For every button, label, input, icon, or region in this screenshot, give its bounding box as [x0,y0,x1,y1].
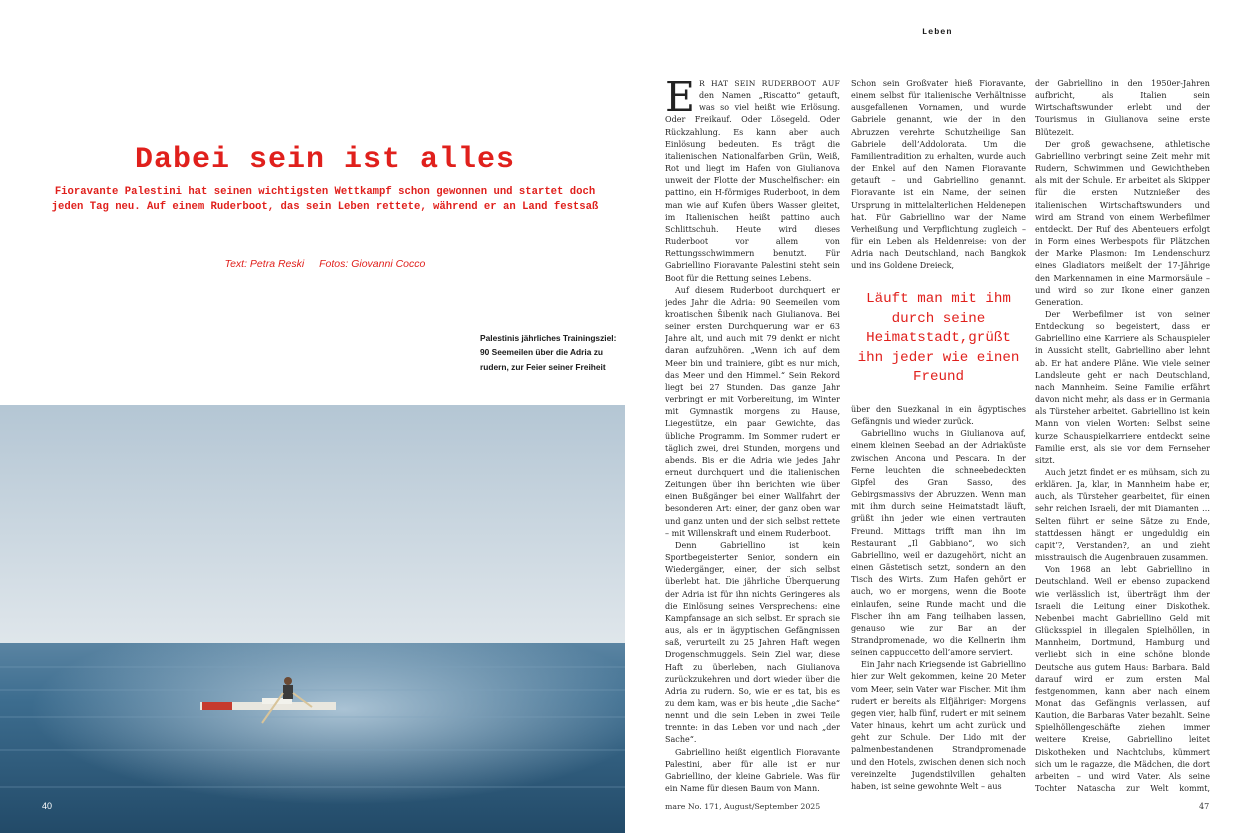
article-text: den Namen „Riscatto“ getauft, was so viel heißt wie Erlösung. Oder Freikauf. Oder Lösegeld. Oder Rückzahlung. Es kann aber auch Einlösung bedeuten. Es trägt die italienischen Nationalfarben Grün, Weiß, Rot und liegt im Hafen von Giulianova unweit der Flotte der Muschelfischer: ein pattino, ein H-förmiges Ruderboot, in dem man wie auf Kufen übers Wasser gleitet, im Italienischen heißt pattino auch Schlittschuh. Heute wird dieses Ruderboot vor allem von Rettungsschwimmern benutzt. Für Gabriellino Fioravante Palestini steht sein Boot für die Rettung seines Lebens. [665,91,840,283]
article-paragraph: Schon sein Großvater hieß Fioravante, einem selbst für italienische Verhältnisse ausgefallenen Vornamen, und wurde Gabriele genannt, wie der in den Abruzzen verehrte Schutzheilige San Gabriele dell’Addolorata. Um die Familientradition zu erhalten, wurde auch der Enkel auf den Namen Fioravante getauft – und Gabriellino genannt. Fioravante ist ein Name, der seinen Ursprung in mittelalterlichen Heldenepen hat. Für Gabriellino war der Name Verheißung und Verpflichtung zugleich – für ein Leben als Heldenreise: von der Adria nach Deutschland, nach Bangkok und ins Goldene Dreieck, [851,79,1026,271]
credit-text: Text: Petra Reski [224,258,305,270]
sky [0,405,625,643]
article-paragraph: Der groß gewachsene, athletische Gabriellino verbringt seine Zeit mehr mit Rudern, Schwimmen und Gewichtheben als mit der Schule. Er arbeitet als Skipper für die ersten Nutznießer des italienischen Wirtschaftswunders und wird am Strand von einem Werbefilmer entdeckt. Der Ruf des Abenteuers erfolgt in Form eines Werbespots für Plätzchen der Marke Plasmon: Im Lendenschurz eines Gladiators meißelt der 17-Jährige den Markennamen in eine Marmorsäule – und wird so zur Ikone einer ganzen Generation. [1035,139,1210,307]
article-paragraph: Der Werbefilmer ist von seiner Entdeckung so begeistert, dass er Gabriellino eine Karriere als Schauspieler in Aussicht stellt, Gabriellino aber lehnt ab. Er hat andere Pläne. Wie viele seiner Landsleute geht er nach Deutschland, nach Mannheim. Seine Familie erfährt davon nicht mehr, als dass er in Germania als Türsteher arbeitet. Gabriellino ist kein Mann von vielen Worten: Selbst seine kurze Schauspielkarriere entdeckt seine Familie erst, als sie vor dem Fernseher sitzt. [1035,309,1210,465]
article-column-1 [665,78,840,793]
pull-quote: Läuft man mit ihm durch seine Heimatstadt,grüßt ihn jeder wie einen Freund [857,291,1020,385]
sea-photo-illustration [0,405,625,833]
sun-glare [0,643,625,833]
drop-cap: E [665,78,695,121]
standfirst: Fioravante Palestini hat seinen wichtigsten Wettkampf schon gewonnen und startet doch jeden Tag neu. Auf einem Ruderboot, das sein Leben rettete, während er an Land festsaß [51,186,599,213]
article-column-3 [1035,78,1210,793]
article-paragraph: über den Suezkanal in ein ägyptisches Gefängnis und wieder zurück. [851,405,1026,427]
article-paragraph: der Gabriellino in den 1950er-Jahren aufbricht, als Italien sein Wirtschaftswunder erlebt und der Tourismus in Giulianova seine erste Blütezeit. [1035,79,1210,137]
page-number-right: 47 [1199,802,1210,811]
article-paragraph: Auch jetzt findet er es mühsam, sich zu erklären. Ja, klar, in Mannheim habe er, auch, als Türsteher gearbeitet, für einen sehr reichen Israeli, der mit Diamanten … Selten führt er seine Sätze zu Ende, stattdessen hängt er ungeduldig ein capit’?, Verstanden?, an und zieht misstrauisch die Augenbrauen zusammen. [1035,468,1210,563]
article-paragraph: Gabriellino heißt eigentlich Fioravante Palestini, aber für alle ist er nur Gabriellino, der kleine Gabriele. Was für ein Name für diesen Baum von Mann. [665,747,840,793]
article-paragraph: Gabriellino wuchs in Giulianova auf, einem kleinen Seebad an der Adriaküste zwischen Ancona und Pescara. In der Ferne leuchten die schneebedeckten Gipfel des Gran Sasso, des Gebirgsmassivs der Abruzzen. Wenn man mit ihm durch seine Heimatstadt läuft, grüßt ihn jeder wie einen vertrauten Freund. Mittags trifft man ihn im Restaurant „Il Gabbiano“, wo sich Gabriellino, weil er dazugehört, nicht an einen Gästetisch setzt, sondern an den Tisch des Wirts. Zum Hafen gehört er auch, wo er morgens, wenn die Boote einlaufen, seine Runde macht und die Fischer ihn am Fang teilhaben lassen, genauso wie zur Bar an der Strandpromenade, wo die Kellnerin ihm seinen cappuccetto dell’amore serviert. [851,429,1026,658]
page-number-left: 40 [42,801,53,811]
right-page [625,0,1250,833]
credits [40,258,610,270]
headline: Dabei sein ist alles [134,143,516,177]
article-column-2-bottom [851,404,1026,794]
credit-photo: Fotos: Giovanni Cocco [319,258,426,270]
lead-caps: R HAT SEIN RUDERBOOT AUF [698,79,840,88]
article-column-2-top [851,78,1026,278]
sea-photo [0,405,625,833]
section-label: Leben [922,27,953,37]
article-paragraph: Ein Jahr nach Kriegsende ist Gabriellino hier zur Welt gekommen, keine 20 Meter vom Meer, sein Vater war Fischer. Mit ihm rudert er bereits als Elfjähriger: Morgens gegen vier, halb fünf, rudert er mit seinem Vater hinaus, kehrt um acht zurück und geht zur Schule. Der Lido mit der palmenbestandenen Strandpromenade und den Hotels, zwischen denen sich noch vereinzelte Jugendstilvillen gehalten haben, ist seine gewohnte Welt – aus [851,660,1026,791]
article-paragraph: Auf diesem Ruderboot durchquert er jedes Jahr die Adria: 90 Seemeilen vom kroatischen Šibenik nach Giulianova. Bei seiner ersten Durchquerung war er 63 Jahre alt, und auch mit 79 denkt er nicht daran aufzuhören. „Wenn ich auf dem Meer bin und trainiere, gibt es nur mich, das Meer und den Himmel.“ Sein Rekord liegt bei 27 Stunden. Das ganze Jahr verbringt er mit Vorbereitung, im Winter mit Gymnastik morgens zu Hause, Liegestütze, ein paar Gewichte, das übliche Programm. Im Sommer rudert er täglich zwei, drei Stunden, morgens und abends. Bis er die Adria wie jedes Jahr erneut durchquert und die italienischen Zeitungen über ihn berichten wie über einen Bußgänger bei einer Wallfahrt der besonderen Art: einer, der ganz oben war und ganz unten und der sich selbst rettete – mit Willenskraft und einem Ruderboot. [665,285,840,538]
photo-caption: Palestinis jährliches Trainingsziel: 90 Seemeilen über die Adria zu rudern, zur Feier seiner Freiheit [480,333,617,372]
magazine-footer: mare No. 171, August/September 2025 [665,802,821,811]
article-paragraph [665,78,840,285]
article-paragraph: Denn Gabriellino ist kein Sportbegeisterter Senior, sondern ein Wiedergänger, einer, der sich selbst überlebt hat. Die jährliche Überquerung der Adria ist für ihn nichts Geringeres als die Einlösung seines Versprechens: eine Kampfansage an sich selbst. Er sprach sie aus, als er in ägyptischen Gefängnissen saß, verurteilt zu 25 Jahren Haft wegen Drogenschmuggels. Sein Ziel war, diese Haft zu überleben, nach Giulianova zurückzukehren und dort wieder über die Adria zu rudern. So, wie er es tat, bis es zu dem kam, was er bis heute „die Sache“ nennt und die sein Leben in zwei Teile trennte: in das Leben vor und nach „der Sache“. [665,540,840,745]
article-paragraph: Von 1968 an lebt Gabriellino in Deutschland. Weil er ebenso zupackend wie verlässlich ist, überträgt ihm der Israeli die Leitung einer Diskothek. Nebenbei macht Gabriellino Geld mit Glücksspiel in illegalen Spielhöllen, in Mannheim, Dortmund, Hamburg und verliebt sich in eine schöne blonde Deutsche aus gutem Haus: Barbara. Bald darauf wird er zum ersten Mal festgenommen, kann aber nach einem Monat das Gefängnis verlassen, auf Kaution, die Barbaras Vater bezahlt. Seine Spielhöllengeschäfte ziehen immer weitere Kreise, Gabriellino leitet Diskotheken und Nachtclubs, kümmert sich um le ragazze, die Mädchen, die dort arbeiten – und wird Vater. Als seine Tochter Natascha zur Welt kommt, [1035,565,1210,793]
